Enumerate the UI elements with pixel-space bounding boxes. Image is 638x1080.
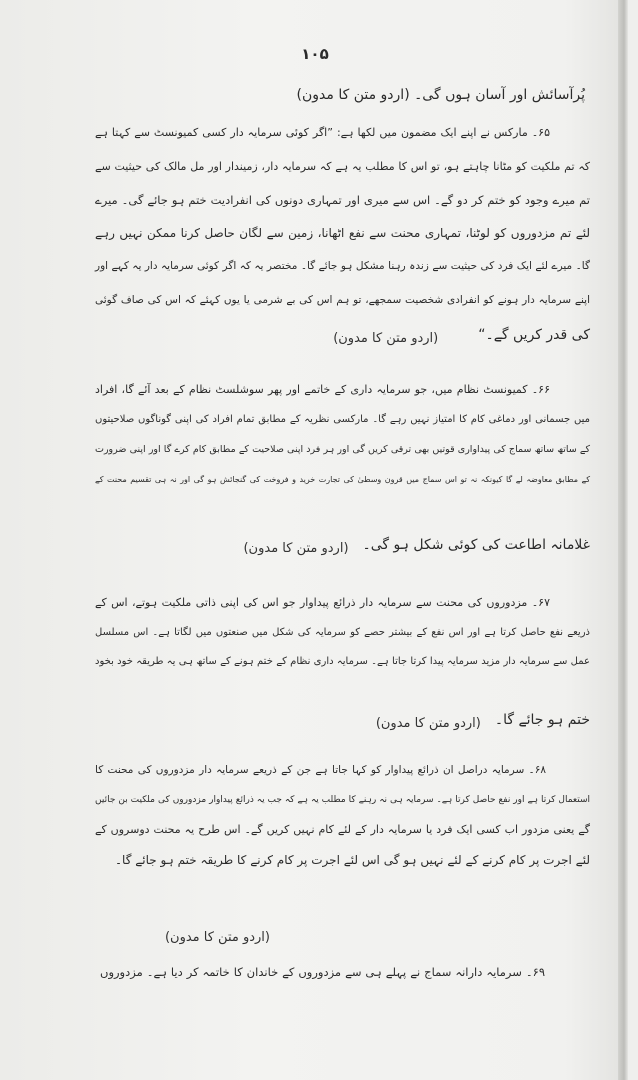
text-line: ۶۷۔ مزدوروں کی محنت سے سرمایہ دار ذرائع پیداوار جو اس کی اپنی ذاتی ملکیت ہوتے، اس کے: [95, 596, 550, 609]
source-note: (اردو متن کا مدون): [375, 716, 481, 731]
text-line: ۶۸۔ سرمایہ دراصل ان ذرائع پیداوار کو کہا جاتا ہے جن کے ذریعے سرمایہ دار مزدوروں کی محنت کا: [95, 764, 546, 776]
text-line: عمل سے سرمایہ دار مزید سرمایہ پیدا کرتا جاتا ہے۔ سرمایہ داری نظام کے ختم ہونے کے ساتھ ہی یہ طریقہ خود بخود: [95, 656, 590, 667]
text-line: ذریعے نفع حاصل کرتا ہے اور اس نفع کے بیشتر حصے کو سرمایہ کی شکل میں صنعتوں میں لگاتا ہے۔ اس مسلسل: [95, 627, 590, 638]
text-line: کہ تم ملکیت کو مٹانا چاہتے ہو، تو اس کا مطلب یہ ہے کہ سرمایہ دار، زمیندار اور مل مالک کی حیثیت سے: [95, 160, 590, 173]
text-line: کے ساتھ ساتھ سماج کی پیداواری قوتیں بھی ترقی کریں گی اور ہر فرد اپنی صلاحیت کے مطابق کام کرے گا اور اپنی ضرورت: [95, 444, 590, 455]
closing-line: [243, 533, 590, 559]
text-line: استعمال کرتا ہے اور نفع حاصل کرتا ہے۔ سرمایہ ہی نہ رہنے کا مطلب یہ ہے کہ جب یہ ذرائع پیداوار مزدوروں کی ملکیت بن جائیں: [95, 795, 590, 805]
text-line: گے یعنی مزدور اب کسی ایک فرد یا سرمایہ دار کے لئے کام نہیں کریں گے۔ اس طرح یہ محنت دوسروں کے: [95, 823, 590, 836]
text-line: گا۔ میرے لئے ایک فرد کی حیثیت سے زندہ رہنا مشکل ہو جائے گا۔ مختصر یہ کہ اگر کوئی سرمایہ دار یہ کہے اور: [95, 260, 590, 272]
text-line: ختم ہو جائے گا۔: [494, 712, 590, 728]
text-line: ۶۹۔ سرمایہ دارانہ سماج نے پہلے ہی سے مزدوروں کے خاندان کا خاتمہ کر دیا ہے۔ مزدوروں: [100, 965, 545, 979]
text-line: کی قدر کریں گے۔“: [478, 327, 590, 343]
text-line: ۶۵۔ مارکس نے اپنے ایک مضمون میں لکھا ہے: ”اگر کوئی سرمایہ دار کسی کمیونسٹ سے کہتا ہے: [95, 126, 550, 139]
page-number: ۱۰۵: [301, 45, 329, 63]
closing-line: [376, 708, 590, 734]
text-line: لئے تم مزدوروں کو لوٹنا، تمہاری محنت سے نفع اٹھانا، زمین سے لگان حاصل کرنا ممکن نہیں رہے: [95, 226, 590, 240]
text-line: ۶۶۔ کمیونسٹ نظام میں، جو سرمایہ داری کے خاتمے اور پھر سوشلسٹ نظام کے بعد آئے گا، افراد: [95, 383, 550, 396]
source-note: (اردو متن کا مدون): [333, 331, 439, 346]
source-note: (اردو متن کا مدون): [243, 541, 349, 556]
text-line: اپنے سرمایہ دار ہونے کو انفرادی شخصیت سمجھے، تو ہم اس کی بے شرمی یا یوں کہئے کہ اس کی صاف گوئی: [95, 294, 590, 306]
page-edge-shadow: [618, 0, 628, 1080]
text-line: کے مطابق معاوضہ لے گا کیونکہ نہ تو اس سماج میں قرون وسطیٰ کی تجارت خرید و فروخت کی گنجائش ہو گی اور نہ ہی تقسیم محنت کے: [95, 475, 590, 484]
text-line: تم میرے وجود کو ختم کر دو گے۔ اس سے میری اور تمہاری دونوں کی انفرادیت ختم ہو جائے گی۔ میرے: [95, 193, 590, 207]
text-line: میں جسمانی اور دماغی کام کا امتیاز نہیں رہے گا۔ مارکسی نظریہ کے مطابق تمام افراد کی اپنی گوناگوں صلاحیتوں: [95, 414, 590, 425]
text-line: لئے اجرت پر کام کرنے کے لئے نہیں ہو گی اس لئے اجرت پر کام کرنے کا طریقہ ختم ہو جائے گا۔: [115, 853, 590, 867]
text-line: غلامانہ اطاعت کی کوئی شکل ہو گی۔: [362, 537, 590, 553]
closing-line: [333, 323, 590, 349]
source-note: (اردو متن کا مدون): [164, 930, 270, 945]
intro-line: پُرآسائش اور آسان ہوں گی۔ (اردو متن کا مدون): [296, 87, 585, 103]
